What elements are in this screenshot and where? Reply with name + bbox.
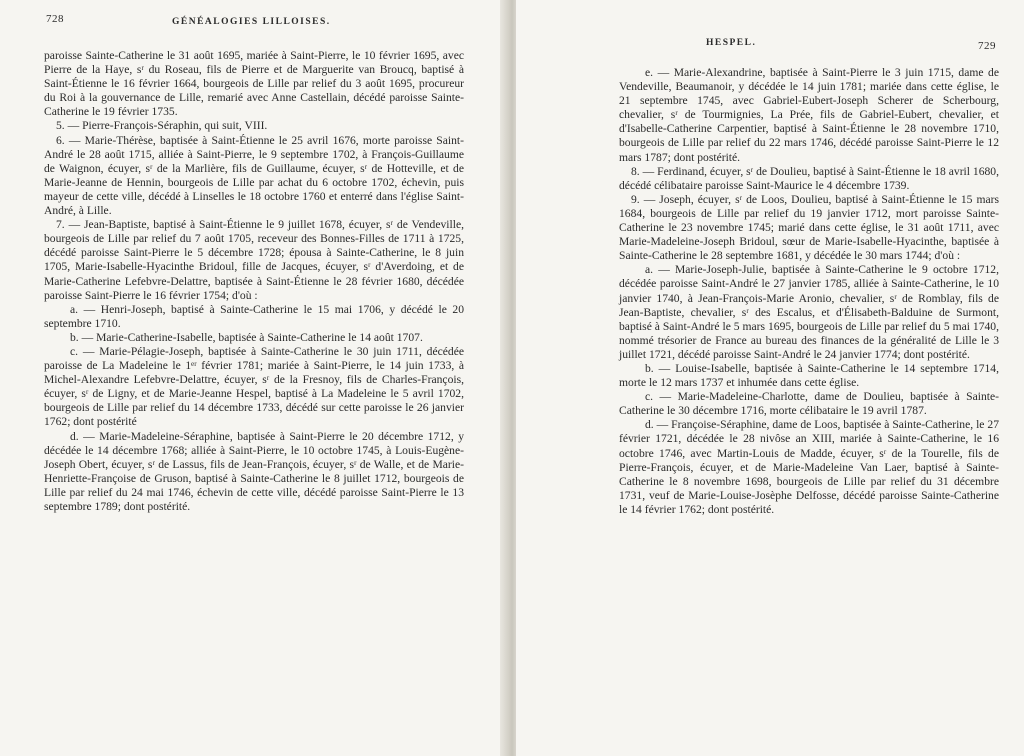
page-body — [44, 49, 464, 514]
paragraph: 9. — Joseph, écuyer, sʳ de Loos, Doulieu, baptisé à Saint-Étienne le 15 mars 1684, bourgeois de Lille par relief du 19 janvier 1712, mort paroisse Sainte-Catherine le 23 novembre 1745; marié dans cette église, le 31 août 1711, avec Marie-Madeleine-Joseph Bridoul, sœur de Marie-Isabelle-Hyacinthe, baptisée à Sainte-Catherine le 28 septembre 1681, y décédée le 30 mars 1744; d'où : — [619, 192, 999, 263]
paragraph: 6. — Marie-Thérèse, baptisée à Saint-Étienne le 25 avril 1676, morte paroisse Saint-André le 28 août 1715, alliée à Saint-Pierre, le 9 septembre 1702, à François-Guillaume de Waignon, écuyer, sʳ de la Marlière, fils de Guillaume, écuyer, sʳ de Hotteville, et de Marie-Jeanne de Hennin, bourgeois de Lille par achat du 6 octobre 1702, échevin, puis mayeur de cette ville, décédé à Linselles le 18 octobre 1760 et enterré dans l'église Saint-André, à Lille. — [44, 133, 464, 218]
paragraph: a. — Henri-Joseph, baptisé à Sainte-Catherine le 15 mai 1706, y décédé le 20 septembre 1710. — [44, 302, 464, 330]
paragraph: b. — Marie-Catherine-Isabelle, baptisée à Sainte-Catherine le 14 août 1707. — [70, 330, 423, 344]
paragraph: a. — Marie-Joseph-Julie, baptisée à Sainte-Catherine le 9 octobre 1712, décédée paroisse Saint-André le 27 janvier 1785, alliée à Sainte-Catherine, le 10 janvier 1740, à Jean-François-Marie Aronio, chevalier, sʳ de Romblay, fils de Jean-Baptiste, chevalier, sʳ des Escalus, et d'Élisabeth-Balduine de Surmont, baptisé à Saint-André le 5 mars 1695, bourgeois de Lille par relief du 5 mai 1740, nommé trésorier de France au bureau des finances de la généralité de Lille le 3 juillet 1721, décédé paroisse Saint-André le 24 janvier 1774; dont postérité. — [619, 263, 999, 361]
running-head: GÉNÉALOGIES LILLOISES. — [172, 17, 331, 27]
page-body — [619, 66, 999, 517]
paragraph: 5. — Pierre-François-Séraphin, qui suit, VIII. — [56, 119, 268, 133]
page-number: 728 — [46, 13, 64, 25]
paragraph: paroisse Sainte-Catherine le 31 août 1695, mariée à Saint-Pierre, le 10 février 1695, avec Pierre de la Haye, sʳ du Roseau, fils de Pierre et de Marguerite van Broucq, baptisé à Saint-Étienne le 16 février 1664, bourgeois de Lille par relief du 3 août 1695, procureur du Roi à la gouvernance de Lille, remarié avec Anne Castellain, décédé paroisse Sainte-Catherine le 19 février 1735. — [44, 49, 464, 119]
paragraph: c. — Marie-Pélagie-Joseph, baptisée à Sainte-Catherine le 30 juin 1711, décédée paroisse de La Madeleine le 1ᵉʳ février 1781; mariée à Saint-Pierre, le 14 juin 1733, à Michel-Alexandre Lefebvre-Delattre, écuyer, sʳ de la Fresnoy, fils de Charles-François, écuyer, sʳ de Ligny, et de Marie-Jeanne Hespel, baptisé à La Madeleine le 5 avril 1702, bourgeois de Lille par relief du 14 décembre 1733, décédé sur cette paroisse le 26 janvier 1762; dont postérité — [44, 344, 464, 429]
paragraph: b. — Louise-Isabelle, baptisée à Sainte-Catherine le 14 septembre 1714, morte le 12 mars 1737 et inhumée dans cette église. — [619, 361, 999, 390]
page-number: 729 — [978, 40, 996, 52]
running-head: HESPEL. — [706, 38, 757, 48]
left-page — [0, 0, 508, 756]
paragraph: 8. — Ferdinand, écuyer, sʳ de Doulieu, baptisé à Saint-Étienne le 18 avril 1680, décédé célibataire paroisse Saint-Maurice le 4 décembre 1739. — [619, 164, 999, 192]
paragraph: d. — Françoise-Séraphine, dame de Loos, baptisée à Sainte-Catherine, le 27 février 1721, décédée le 28 nivôse an XIII, mariée à Sainte-Catherine, le 16 octobre 1746, avec Martin-Louis de Madde, écuyer, sʳ de la Tourelle, fils de Pierre-François, écuyer, et de Marie-Madeleine Van Laer, baptisé à Sainte-Catherine le 8 novembre 1698, bourgeois de Lille par relief du 31 décembre 1731, veuf de Marie-Louise-Josèphe Delfosse, décédé paroisse Sainte-Catherine le 14 février 1762; dont postérité. — [619, 418, 999, 516]
paragraph: c. — Marie-Madeleine-Charlotte, dame de Doulieu, baptisée à Sainte-Catherine le 30 décembre 1716, morte célibataire le 19 avril 1787. — [619, 390, 999, 418]
paragraph: 7. — Jean-Baptiste, baptisé à Saint-Étienne le 9 juillet 1678, écuyer, sʳ de Vendeville, bourgeois de Lille par relief du 7 août 1705, receveur des Bonnes-Filles de 1711 à 1725, décédé paroisse Saint-Pierre le 5 décembre 1728; épousa à Sainte-Catherine, le 8 juin 1705, Marie-Isabelle-Hyacinthe Bridoul, fille de Jacques, écuyer, sʳ d'Averdoing, et de Marie-Catherine Lefebvre-Delattre, baptisée à Saint-Étienne le 28 février 1680, décédée paroisse Saint-Pierre le 16 février 1754; d'où : — [44, 218, 464, 302]
right-page — [516, 0, 1024, 756]
paragraph: d. — Marie-Madeleine-Séraphine, baptisée à Saint-Pierre le 20 décembre 1712, y décédée le 14 décembre 1768; alliée à Saint-Pierre, le 10 octobre 1745, à Louis-Eugène-Joseph Obert, écuyer, sʳ de Lassus, fils de Jean-François, écuyer, sʳ de Walle, et de Marie-Henriette-Françoise de Gruson, baptisé à Sainte-Catherine le 8 juillet 1712, bourgeois de Lille par relief du 24 mai 1746, échevin de cette ville, décédé paroisse Saint-Pierre le 13 septembre 1789; dont postérité. — [44, 429, 464, 513]
paragraph: e. — Marie-Alexandrine, baptisée à Saint-Pierre le 3 juin 1715, dame de Vendeville, Beaumanoir, y décédée le 14 juin 1781; mariée dans cette église, le 21 septembre 1745, avec Gabriel-Eubert-Joseph Scherer de Scherbourg, chevalier, sʳ de Tourmignies, La Prée, fils de Gabriel-Eubert, chevalier, et d'Isabelle-Catherine Carpentier, baptisé à Saint-Étienne le 28 novembre 1710, bourgeois de Lille par relief du 22 mars 1746, décédé paroisse Saint-Pierre le 12 mars 1787; dont postérité. — [619, 66, 999, 164]
